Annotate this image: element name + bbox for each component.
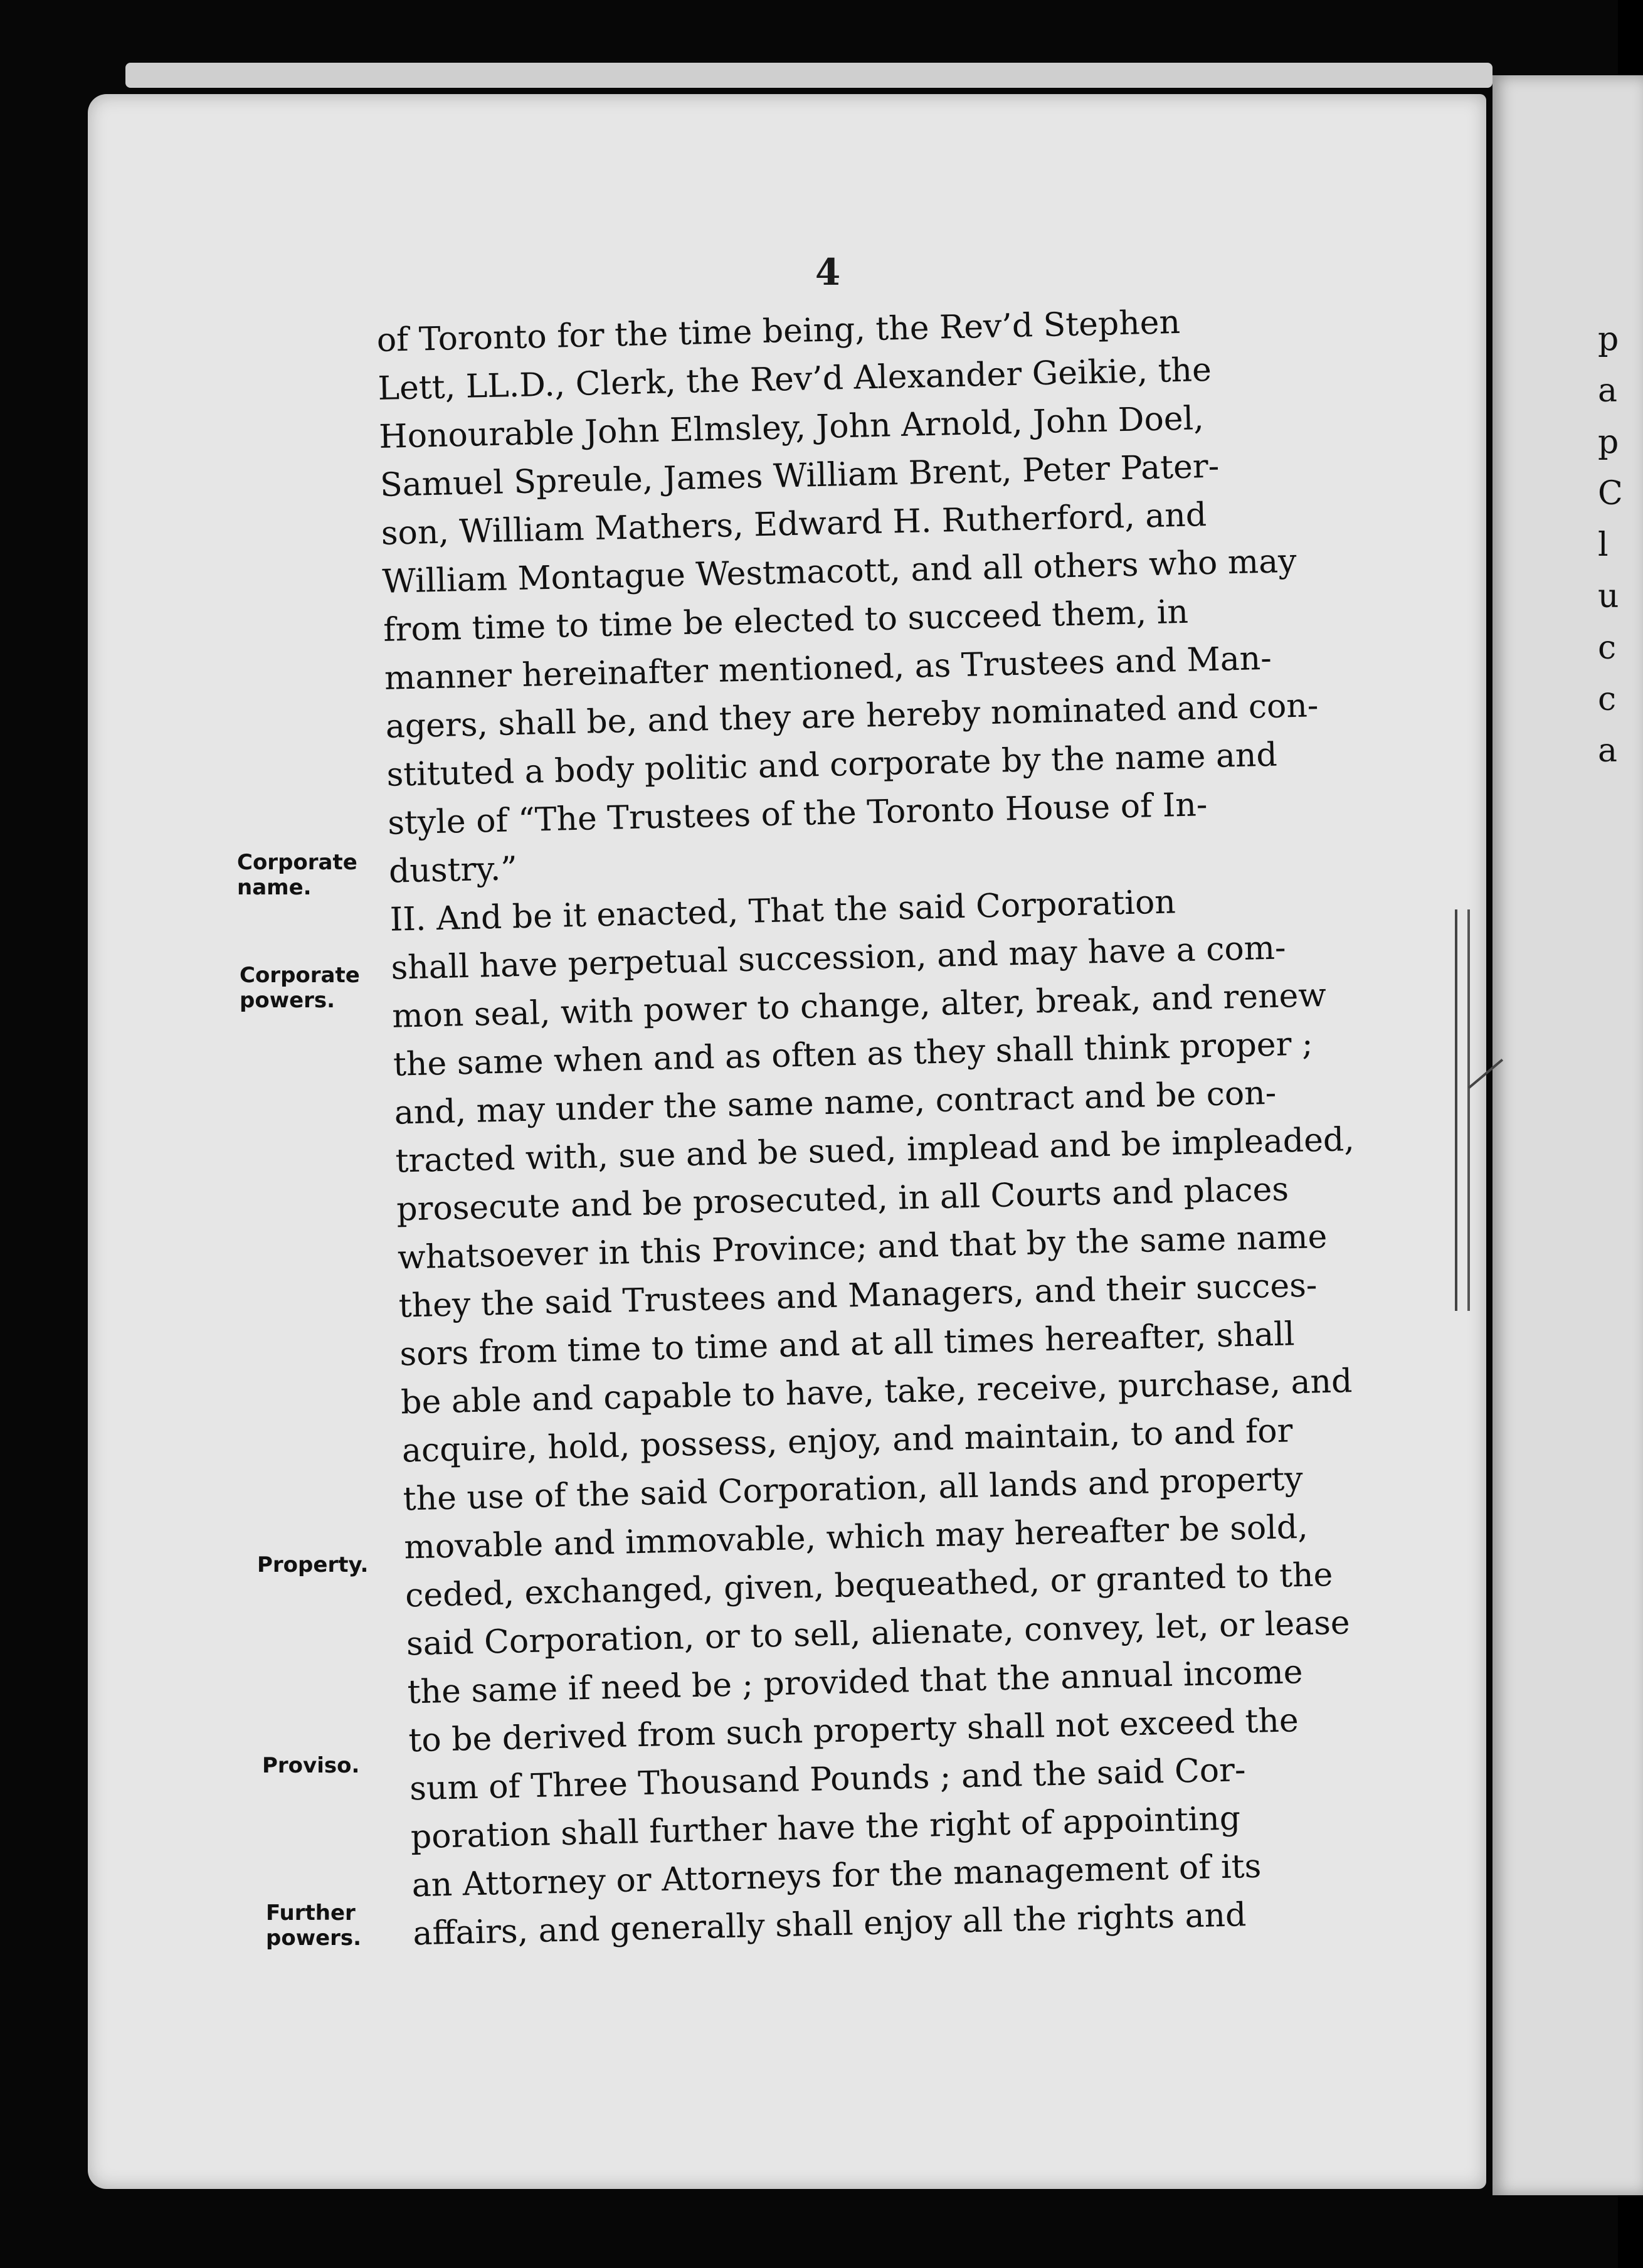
text-line: mon seal, with power to change, alter, break, and renew bbox=[391, 976, 1327, 1036]
text-line: to be derived from such property shall not exceed the bbox=[408, 1702, 1299, 1760]
top-page-edge bbox=[125, 63, 1492, 88]
text-line: the use of the said Corporation, all lands and property bbox=[403, 1460, 1304, 1518]
text-line: style of “The Trustees of the Toronto House of In- bbox=[387, 786, 1208, 842]
adjacent-page-letter: a bbox=[1598, 372, 1618, 410]
text-line: Lett, LL.D., Clerk, the Rev’d Alexander Geikie, the bbox=[377, 351, 1212, 408]
page-number: 4 bbox=[815, 251, 841, 294]
body-text bbox=[376, 296, 1355, 1959]
text-line: affairs, and generally shall enjoy all the rights and bbox=[412, 1896, 1247, 1953]
text-line: sum of Three Thousand Pounds ; and the said Cor- bbox=[409, 1751, 1247, 1808]
margin-note-corporate-name: Corporate name. bbox=[237, 850, 357, 900]
text-line: manner hereinafter mentioned, as Trustees and Man- bbox=[384, 639, 1272, 697]
text-line: ceded, exchanged, given, bequeathed, or granted to the bbox=[404, 1555, 1333, 1615]
text-line: said Corporation, or to sell, alienate, convey, let, or lease bbox=[406, 1604, 1351, 1663]
text-line: they the said Trustees and Managers, and their succes- bbox=[398, 1266, 1318, 1325]
margin-note-proviso: Proviso. bbox=[262, 1753, 360, 1778]
adjacent-page-letter: u bbox=[1598, 578, 1619, 615]
adjacent-page-letter: c bbox=[1598, 629, 1617, 667]
adjacent-page-letter: c bbox=[1598, 681, 1617, 718]
text-line: Honourable John Elmsley, John Arnold, John Doel, bbox=[378, 400, 1205, 456]
adjacent-page-letter: p bbox=[1598, 321, 1619, 358]
text-line: from time to time be elected to succeed them, in bbox=[383, 593, 1189, 649]
text-line: the same when and as often as they shall think proper ; bbox=[393, 1025, 1314, 1084]
text-line: shall have perpetual succession, and may have a com- bbox=[390, 929, 1287, 987]
text-line: be able and capable to have, take, receive, purchase, and bbox=[400, 1362, 1353, 1422]
text-line: and, may under the same name, contract and be con- bbox=[394, 1074, 1277, 1132]
text-line: II. And be it enacted, That the said Corporation bbox=[389, 883, 1176, 939]
text-line: of Toronto for the time being, the Rev’d Stephen bbox=[376, 303, 1181, 359]
text-line: tracted with, sue and be sued, implead and be impleaded, bbox=[394, 1120, 1355, 1180]
binding-thread bbox=[1455, 909, 1470, 1311]
text-line: whatsoever in this Province; and that by the same name bbox=[397, 1217, 1328, 1277]
text-line: an Attorney or Attorneys for the management of its bbox=[411, 1847, 1262, 1905]
text-line: agers, shall be, and they are hereby nominated and con- bbox=[385, 687, 1319, 746]
text-line: dustry.” bbox=[388, 850, 518, 891]
text-line: movable and immovable, which may hereafter be sold, bbox=[403, 1508, 1309, 1567]
text-line: the same if need be ; provided that the annual income bbox=[407, 1653, 1304, 1712]
adjacent-page-letter: l bbox=[1598, 526, 1609, 564]
adjacent-page-letter: C bbox=[1598, 475, 1623, 512]
text-line: William Montague Westmacott, and all others who may bbox=[381, 542, 1297, 601]
adjacent-page-letter: p bbox=[1598, 423, 1619, 461]
text-line: sors from time to time and at all times hereafter, shall bbox=[399, 1315, 1296, 1374]
adjacent-page-letters bbox=[1598, 314, 1623, 776]
text-line: prosecute and be prosecuted, in all Courts and places bbox=[396, 1170, 1289, 1229]
margin-note-further-powers: Further powers. bbox=[266, 1900, 362, 1951]
adjacent-page-letter: a bbox=[1598, 732, 1618, 770]
margin-note-property: Property. bbox=[257, 1552, 369, 1577]
margin-note-corporate-powers: Corporate powers. bbox=[240, 963, 360, 1013]
text-line: Samuel Spreule, James William Brent, Peter Pater- bbox=[379, 447, 1220, 504]
text-line: acquire, hold, possess, enjoy, and maintain, to and for bbox=[401, 1412, 1294, 1470]
text-line: stituted a body politic and corporate by the name and bbox=[386, 736, 1278, 794]
text-line: son, William Mathers, Edward H. Rutherford, and bbox=[381, 496, 1207, 553]
text-line: poration shall further have the right of appointing bbox=[410, 1799, 1241, 1857]
